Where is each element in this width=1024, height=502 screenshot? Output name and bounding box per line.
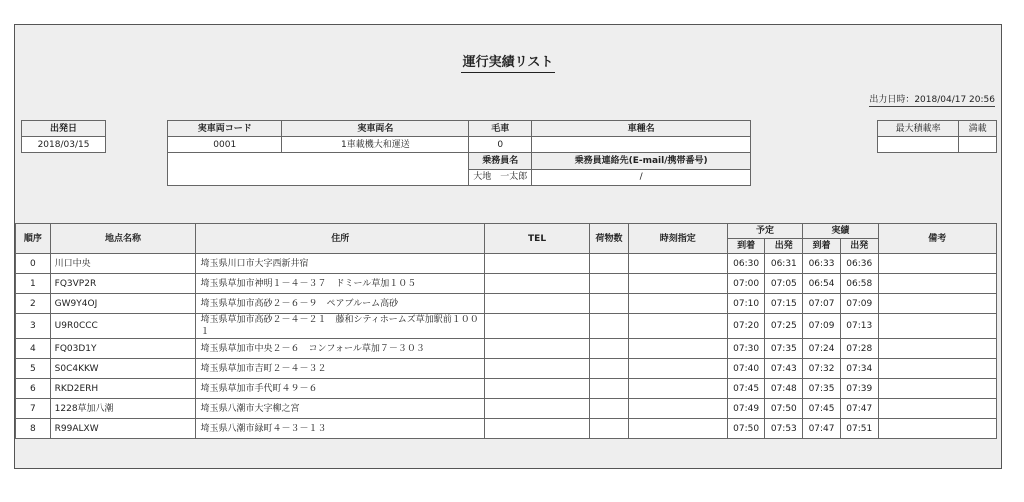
departure-date: 2018/03/15	[22, 137, 106, 153]
departure-table	[21, 120, 106, 153]
cell-seq: 2	[16, 294, 51, 314]
cell-place: U9R0CCC	[50, 314, 196, 339]
cell-planned-arrive: 07:50	[727, 419, 765, 439]
max-load-header: 最大積載率	[878, 121, 959, 137]
full-load-value	[959, 137, 997, 153]
cell-actual-arrive: 07:07	[803, 294, 841, 314]
col-seq: 順序	[16, 224, 51, 254]
cell-notes	[878, 339, 996, 359]
load-table	[877, 120, 997, 153]
col-actual-arrive: 到着	[803, 239, 841, 254]
crew-contact-header: 乗務員連絡先(E-mail/携帯番号)	[532, 153, 751, 170]
col-notes: 備考	[878, 224, 996, 254]
table-row	[16, 274, 997, 294]
cell-place: 1228草加八潮	[50, 399, 196, 419]
col-planned-depart: 出発	[765, 239, 803, 254]
vehicle-name-header: 実車両名	[282, 121, 469, 137]
cell-actual-depart: 07:51	[840, 419, 878, 439]
table-row	[16, 359, 997, 379]
cell-planned-arrive: 07:40	[727, 359, 765, 379]
cell-actual-arrive: 07:45	[803, 399, 841, 419]
cell-planned-depart: 06:31	[765, 254, 803, 274]
cell-time-spec	[628, 379, 727, 399]
cell-planned-depart: 07:15	[765, 294, 803, 314]
cell-time-spec	[628, 359, 727, 379]
cell-cargo	[590, 254, 629, 274]
cell-actual-depart: 06:36	[840, 254, 878, 274]
cell-seq: 1	[16, 274, 51, 294]
departure-header: 出発日	[22, 121, 106, 137]
cell-cargo	[590, 314, 629, 339]
cell-actual-arrive: 06:33	[803, 254, 841, 274]
cell-cargo	[590, 379, 629, 399]
table-row	[16, 314, 997, 339]
cell-planned-depart: 07:53	[765, 419, 803, 439]
cell-place: 川口中央	[50, 254, 196, 274]
cell-time-spec	[628, 254, 727, 274]
cell-cargo	[590, 399, 629, 419]
cell-notes	[878, 254, 996, 274]
towed-value: 0	[469, 137, 532, 153]
cell-tel	[485, 314, 590, 339]
cell-actual-arrive: 07:24	[803, 339, 841, 359]
cell-planned-depart: 07:43	[765, 359, 803, 379]
cell-actual-depart: 07:47	[840, 399, 878, 419]
table-row	[16, 254, 997, 274]
col-cargo: 荷物数	[590, 224, 629, 254]
cell-tel	[485, 419, 590, 439]
crew-name: 大地 一太郎	[469, 169, 532, 186]
cell-seq: 3	[16, 314, 51, 339]
cell-actual-depart: 07:13	[840, 314, 878, 339]
cell-tel	[485, 294, 590, 314]
cell-place: GW9Y4OJ	[50, 294, 196, 314]
vehicle-blank	[168, 153, 469, 186]
vehicle-type-header: 車種名	[532, 121, 751, 137]
cell-planned-depart: 07:25	[765, 314, 803, 339]
col-actual: 実績	[803, 224, 878, 239]
cell-planned-arrive: 06:30	[727, 254, 765, 274]
cell-place: R99ALXW	[50, 419, 196, 439]
cell-planned-depart: 07:50	[765, 399, 803, 419]
cell-place: RKD2ERH	[50, 379, 196, 399]
cell-notes	[878, 379, 996, 399]
max-load-value	[878, 137, 959, 153]
cell-time-spec	[628, 314, 727, 339]
cell-address: 埼玉県草加市神明１－４－３７ ドミール草加１０５	[196, 274, 485, 294]
cell-time-spec	[628, 419, 727, 439]
table-row	[16, 399, 997, 419]
cell-tel	[485, 339, 590, 359]
report-title: 運行実績リスト	[15, 51, 1001, 70]
cell-cargo	[590, 359, 629, 379]
col-tel: TEL	[485, 224, 590, 254]
route-rows	[16, 254, 997, 439]
cell-time-spec	[628, 294, 727, 314]
cell-planned-arrive: 07:10	[727, 294, 765, 314]
cell-address: 埼玉県川口市大字西新井宿	[196, 254, 485, 274]
col-address: 住所	[196, 224, 485, 254]
cell-tel	[485, 399, 590, 419]
cell-actual-arrive: 06:54	[803, 274, 841, 294]
full-load-header: 満載	[959, 121, 997, 137]
cell-actual-depart: 07:39	[840, 379, 878, 399]
cell-tel	[485, 254, 590, 274]
cell-place: S0C4KKW	[50, 359, 196, 379]
cell-notes	[878, 314, 996, 339]
cell-address: 埼玉県八潮市緑町４－３－１３	[196, 419, 485, 439]
table-row	[16, 379, 997, 399]
issued-value: 2018/04/17 20:56	[914, 95, 995, 105]
col-planned-arrive: 到着	[727, 239, 765, 254]
cell-planned-arrive: 07:00	[727, 274, 765, 294]
cell-cargo	[590, 419, 629, 439]
cell-actual-arrive: 07:32	[803, 359, 841, 379]
col-actual-depart: 出発	[840, 239, 878, 254]
cell-actual-depart: 07:28	[840, 339, 878, 359]
cell-planned-arrive: 07:45	[727, 379, 765, 399]
cell-planned-arrive: 07:30	[727, 339, 765, 359]
cell-actual-depart: 07:09	[840, 294, 878, 314]
cell-cargo	[590, 339, 629, 359]
cell-place: FQ03D1Y	[50, 339, 196, 359]
cell-tel	[485, 379, 590, 399]
cell-place: FQ3VP2R	[50, 274, 196, 294]
issued-datetime	[869, 92, 995, 107]
cell-seq: 6	[16, 379, 51, 399]
cell-planned-depart: 07:48	[765, 379, 803, 399]
vehicle-name: 1車載機大和運送	[282, 137, 469, 153]
cell-seq: 0	[16, 254, 51, 274]
cell-planned-depart: 07:35	[765, 339, 803, 359]
cell-actual-arrive: 07:47	[803, 419, 841, 439]
cell-address: 埼玉県草加市高砂２－６－９ ペアブルーム高砂	[196, 294, 485, 314]
cell-address: 埼玉県草加市手代町４９－６	[196, 379, 485, 399]
cell-notes	[878, 294, 996, 314]
crew-header: 乗務員名	[469, 153, 532, 170]
cell-actual-depart: 07:34	[840, 359, 878, 379]
cell-planned-arrive: 07:20	[727, 314, 765, 339]
vehicle-type	[532, 137, 751, 153]
towed-header: 毛車	[469, 121, 532, 137]
table-row	[16, 419, 997, 439]
cell-notes	[878, 274, 996, 294]
issued-label: 出力日時：	[869, 95, 915, 105]
cell-tel	[485, 274, 590, 294]
report-sheet	[14, 24, 1002, 469]
cell-notes	[878, 359, 996, 379]
cell-notes	[878, 419, 996, 439]
crew-contact: /	[532, 169, 751, 186]
cell-time-spec	[628, 399, 727, 419]
col-planned: 予定	[727, 224, 802, 239]
cell-planned-arrive: 07:49	[727, 399, 765, 419]
cell-time-spec	[628, 274, 727, 294]
vehicle-table	[167, 120, 751, 186]
vehicle-code-header: 実車両コード	[168, 121, 282, 137]
col-place: 地点名称	[50, 224, 196, 254]
cell-actual-arrive: 07:35	[803, 379, 841, 399]
cell-actual-depart: 06:58	[840, 274, 878, 294]
vehicle-code: 0001	[168, 137, 282, 153]
cell-tel	[485, 359, 590, 379]
cell-cargo	[590, 274, 629, 294]
cell-address: 埼玉県草加市中央２－６ コンフォール草加７－３０３	[196, 339, 485, 359]
col-time-spec: 時刻指定	[628, 224, 727, 254]
cell-cargo	[590, 294, 629, 314]
cell-seq: 5	[16, 359, 51, 379]
route-table	[15, 223, 997, 439]
cell-planned-depart: 07:05	[765, 274, 803, 294]
cell-actual-arrive: 07:09	[803, 314, 841, 339]
cell-seq: 7	[16, 399, 51, 419]
cell-seq: 4	[16, 339, 51, 359]
cell-seq: 8	[16, 419, 51, 439]
cell-address: 埼玉県草加市吉町２－４－３２	[196, 359, 485, 379]
cell-address: 埼玉県草加市高砂２－４－２１ 藤和シティホームズ草加駅前１００１	[196, 314, 485, 339]
cell-notes	[878, 399, 996, 419]
cell-time-spec	[628, 339, 727, 359]
table-row	[16, 294, 997, 314]
cell-address: 埼玉県八潮市大字柳之宮	[196, 399, 485, 419]
table-row	[16, 339, 997, 359]
